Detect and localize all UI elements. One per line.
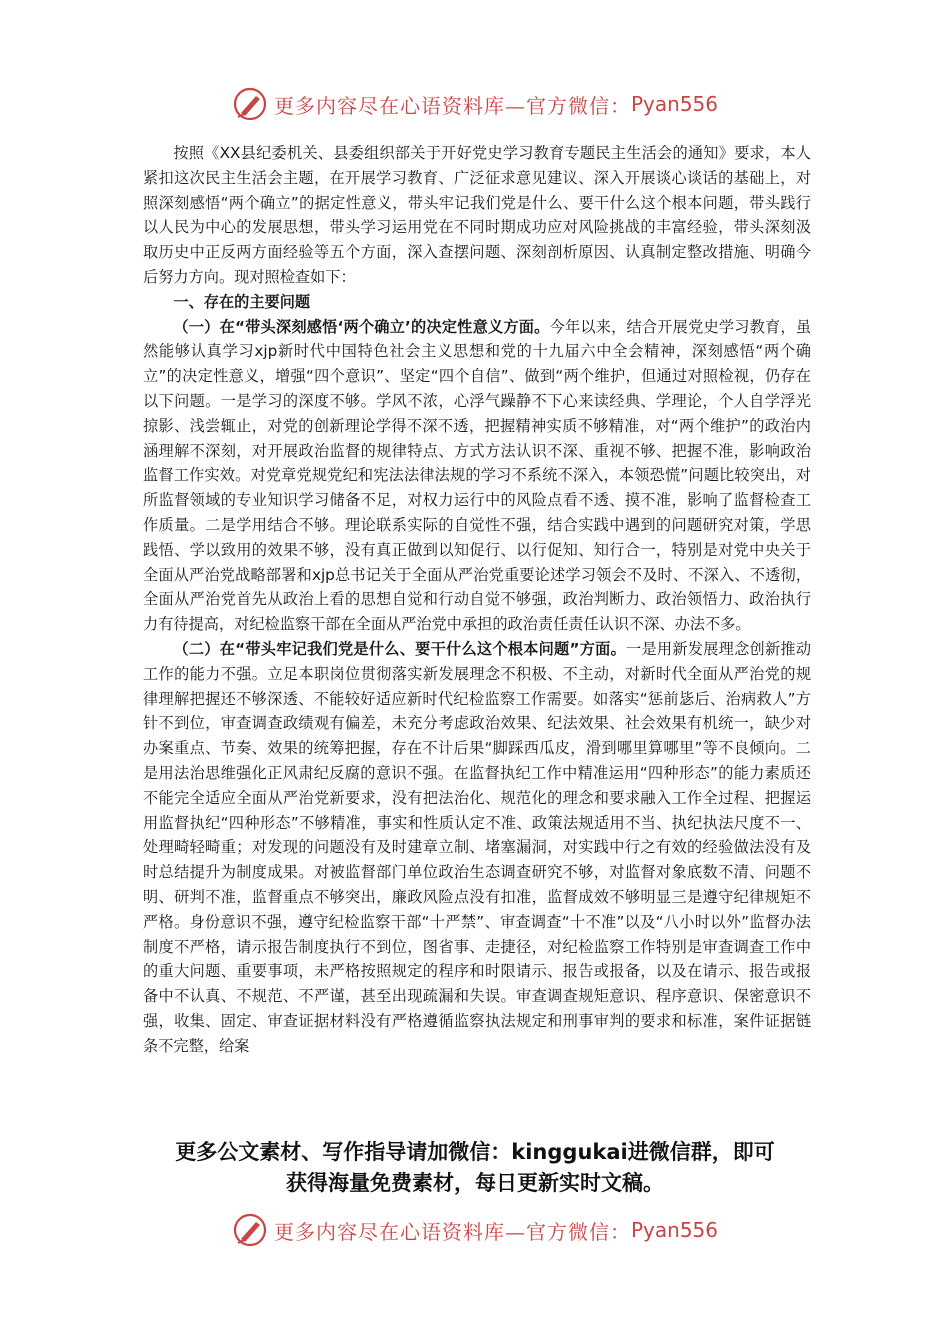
document-body: [143, 141, 811, 1058]
promo-line-1: 更多公文素材、写作指导请加微信：kinggukai进微信群，即可: [175, 1140, 775, 1164]
section-1-text: 今年以来，结合开展党史学习教育，虽然能够认真学习xjp新时代中国特色社会主义思想和党的十九届六中全会精神，深刻感悟“两个确立”的决定性意义，增强“四个意识”、坚定“四个自信”、做到“两个维护，但通过对照检视，仍存在以下问题。一是学习的深度不够。学风不浓，心浮气躁静不下心来读经典、学理论，个人自学浮光掠影、浅尝辄止，对党的创新理论学得不深不透，把握精神实质不够精准，对“两个维护”的政治内涵理解不深刻，对开展政治监督的规律特点、方式方法认识不深、重视不够、把握不准，影响政治监督工作实效。对党章党规党纪和宪法法律法规的学习不系统不深入，本领恐慌”问题比较突出，对所监督领域的专业知识学习储备不足，对权力运行中的风险点看不透、摸不准，影响了监督检查工作质量。二是学用结合不够。理论联系实际的自觉性不强，结合实践中遇到的问题研究对策，学思践悟、学以致用的效果不够，没有真正做到以知促行、以行促知、知行合一，特别是对党中央关于全面从严治党战略部署和xjp总书记关于全面从严治党重要论述学习领会不及时、不深入、不透彻，全面从严治党首先从政治上看的思想自觉和行动自觉不够强，政治判断力、政治领悟力、政治执行力有待提高，对纪检监察干部在全面从严治党中承担的政治责任责任认识不深、办法不多。: [143, 317, 812, 634]
pen-logo-icon: [232, 1212, 268, 1248]
header-watermark-banner: [0, 84, 950, 124]
section-2-paragraph: [143, 637, 811, 1059]
banner-id: Pyan556: [630, 1218, 718, 1242]
section-heading: 一、存在的主要问题: [173, 292, 311, 311]
promo-notice: [0, 1137, 950, 1199]
section-1-title: （一）在“带头深刻感悟‘两个确立’的决定性意义方面。: [173, 317, 550, 336]
banner-text: 更多内容尽在心语资料库—官方微信：: [273, 93, 631, 118]
banner-text: 更多内容尽在心语资料库—官方微信：: [273, 1219, 631, 1244]
footer-watermark-banner: [0, 1210, 950, 1250]
pen-logo-icon: [232, 86, 268, 122]
promo-line-2: 获得海量免费素材，每日更新实时文稿。: [286, 1171, 664, 1195]
intro-paragraph: 按照《XX县纪委机关、县委组织部关于开好党史学习教育专题民主生活会的通知》要求，本人紧扣这次民主生活会主题，在开展学习教育、广泛征求意见建议、深入开展谈心谈话的基础上，对照深刻感悟“两个确立”的据定性意义，带头牢记我们党是什么、要干什么这个根本问题，带头践行以人民为中心的发展思想，带头学习运用党在不同时期成功应对风险挑战的丰富经验，带头深刻汲取历史中正反两方面经验等五个方面，深入查摆问题、深刻剖析原因、认真制定整改措施、明确今后努力方向。现对照检查如下：: [143, 144, 811, 286]
banner-id: Pyan556: [630, 92, 718, 116]
section-2-text: 一是用新发展理念创新推动工作的能力不强。立足本职岗位贯彻落实新发展理念不积极、不主动，对新时代全面从严治党的规律理解把握还不够深透、不能较好适应新时代纪检监察工作需要。如落实“惩前毖后、治病救人”方针不到位，审查调查政绩观有偏差，未充分考虑政治效果、纪法效果、社会效果有机统一，缺少对办案重点、节奏、效果的统筹把握，存在不计后果“脚踩西瓜皮，滑到哪里算哪里”等不良倾向。二是用法治思维强化正风肃纪反腐的意识不强。在监督执纪工作中精准运用“四种形态”的能力素质还不能完全适应全面从严治党新要求，没有把法治化、规范化的理念和要求融入工作全过程、把握运用监督执纪“四种形态”不够精准，事实和性质认定不准、政策法规适用不当、执纪执法尺度不一、处理畸轻畸重；对发现的问题没有及时建章立制、堵塞漏洞，对实践中行之有效的经验做法没有及时总结提升为制度成果。对被监督部门单位政治生态调查研究不够，对监督对象底数不清、问题不明、研判不准，监督重点不够突出，廉政风险点没有扣准，监督成效不够明显三是遵守纪律规矩不严格。身份意识不强，遵守纪检监察干部“十严禁”、审查调查“十不准”以及“八小时以外”监督办法制度不严格，请示报告制度执行不到位，图省事、走捷径，对纪检监察工作特别是审查调查工作中的重大问题、重要事项，未严格按照规定的程序和时限请示、报告或报备，以及在请示、报告或报备中不认真、不规范、不严谨，甚至出现疏漏和失误。审查调查规矩意识、程序意识、保密意识不强，收集、固定、审查证据材料没有严格遵循监察执法规定和刑事审判的要求和标准，案件证据链条不完整，给案: [143, 639, 812, 1055]
section-2-title: （二）在“带头牢记我们党是什么、要干什么这个根本问题”方面。: [173, 639, 627, 658]
section-1-paragraph: [143, 315, 811, 637]
